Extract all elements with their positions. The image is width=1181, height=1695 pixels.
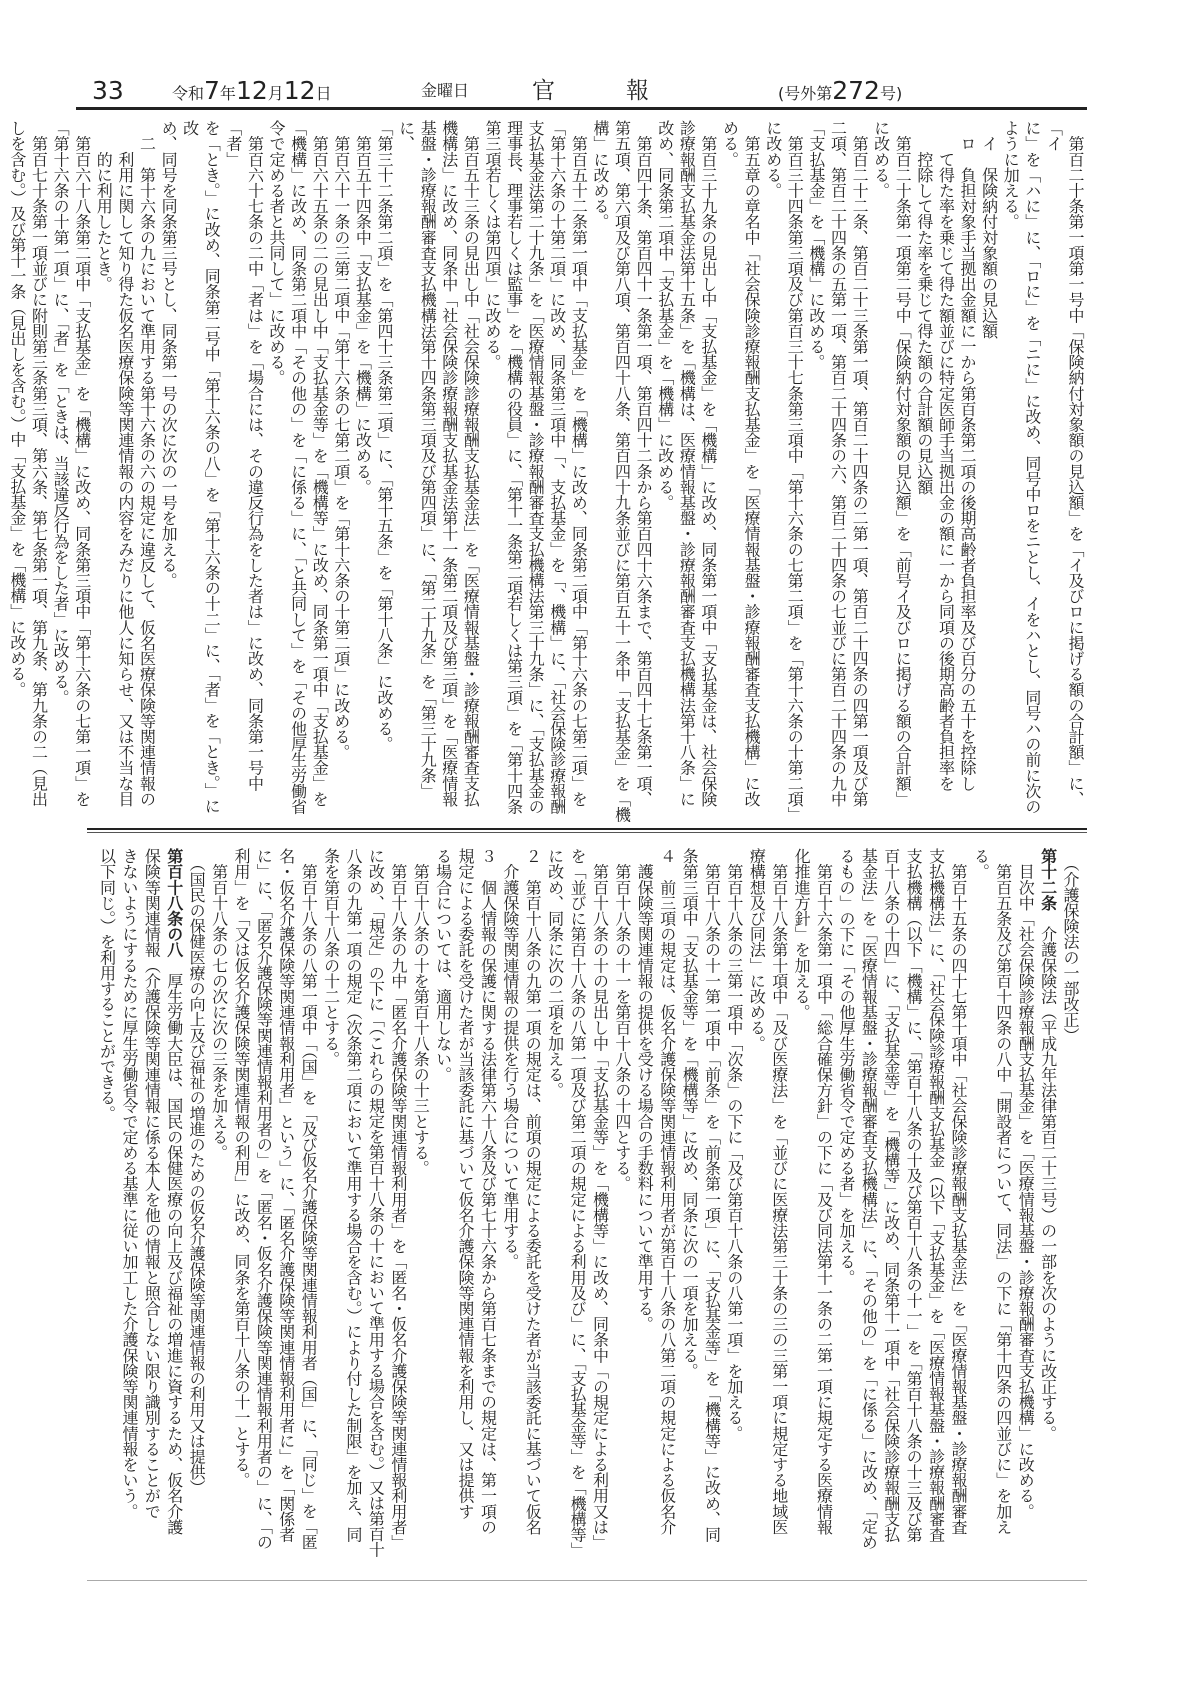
- text-line: [274, 848, 296, 1576]
- text-line: [1043, 120, 1086, 826]
- line-text: ４ 前三項の規定は、仮名介護保険等関連情報利用者が第百十八条の八第二項の規定による仮名介: [657, 848, 677, 1535]
- line-text: 第百六十七条の二中「者は」を「場合には、その違反行為をした者は」に改め、同条第一号中「者」: [223, 120, 265, 791]
- text-line: [741, 120, 763, 826]
- text-line: [207, 848, 229, 1576]
- line-text: 第百五十三条の見出し中「社会保険診療報酬支払基金法」を「医療情報基盤・診療報酬審査支払: [461, 120, 481, 807]
- text-line: [136, 120, 158, 826]
- text-line: [1059, 848, 1081, 1576]
- text-line: [767, 848, 789, 1576]
- article-heading: 第百十八条の八: [164, 848, 184, 958]
- text-line: [589, 120, 611, 826]
- line-text: 第百五条及び第百十四条の八中「開設者について、同法」の下に「第十四条の四並びに」を加え: [993, 848, 1013, 1535]
- text-line: [409, 848, 431, 1576]
- line-text: 二 第十六条の九において準用する第十六条の六の規定に違反して、仮名医療保険等関連情報の: [137, 120, 157, 807]
- text-line: [566, 848, 588, 1576]
- line-text: 条第三項中「支払基金等」を「機構等」に改め、同条に次の一項を加える。: [680, 848, 700, 1379]
- text-line: [902, 848, 924, 1576]
- line-text: 利用に関して知り得た仮名医療保険等関連情報の内容をみだりに他人に知らせ、又は不当な目: [115, 120, 135, 807]
- line-text: 厚生労働大臣は、国民の保健医療の向上及び福祉の増進に資するため、仮名介護: [164, 957, 184, 1535]
- line-text: 第五項、第六項及び第八項、第百四十八条、第百四十九条並びに第百五十一条中「支払基金」を「機: [612, 120, 632, 823]
- line-text: 診療報酬支払基金法第十五条」を「機構は、医療情報基盤・診療報酬審査支払機構法第十八条」に: [677, 120, 697, 807]
- line-text: 第百二十二条、第百二十三条第一項、第百二十四条の二第一項、第百二十四条の四第一項及び第: [850, 120, 870, 807]
- text-line: [114, 120, 136, 826]
- line-text: 基盤・診療報酬審査支払機構法第十四条第三項及び第四項」に、「第二十九条」を「第三十九条」に、: [396, 120, 438, 799]
- line-text: きないようにするために厚生労働省令で定める基準に従い加工した介護保険等関連情報をいう。: [119, 848, 139, 1519]
- issue-number-value: 272: [832, 76, 880, 105]
- line-text: 保険等関連情報（介護保険等関連情報に係る本人を他の情報と照合しない限り識別することがで: [142, 848, 162, 1519]
- line-text: に」を「ハに」に、「ロに」を「ニに」に改め、同号中ロをニとし、イをハとし、同号ハの前に次の: [1022, 120, 1042, 815]
- text-line: [1021, 120, 1043, 826]
- text-line: [95, 848, 117, 1576]
- text-line: [935, 120, 957, 826]
- line-text: 条を第百十八条の十二とする。: [321, 848, 341, 1067]
- line-text: 第百六十一条の三第二項中「第十六条の七第二項」を「第十六条の十第二項」に改める。: [331, 120, 351, 760]
- line-text: 化推進方針」を加える。: [792, 848, 812, 1020]
- text-line: [252, 848, 274, 1576]
- line-text: る。: [971, 848, 991, 880]
- text-line: [460, 120, 482, 826]
- text-line: [892, 120, 914, 826]
- issue-prefix: (号外第: [778, 84, 833, 103]
- text-line: [697, 120, 719, 826]
- text-line: [805, 120, 827, 826]
- line-text: 第五章の章名中「社会保険診療報酬支払基金」を「医療情報基盤・診療報酬審査支払機構」に改: [742, 120, 762, 807]
- line-text: 理事長、理事若しくは監事」を「機構の役員」に、「第十一条第二項若しくは第三項」を「第十四条: [504, 120, 524, 815]
- text-line: [924, 848, 946, 1576]
- text-line: [546, 120, 568, 826]
- text-line: [655, 848, 677, 1576]
- line-text: 第百三十四条第三項及び第百三十七条第三項中「第十六条の七第二項」を「第十六条の十第二項」: [785, 120, 805, 823]
- day-suffix: 日: [315, 84, 332, 103]
- text-line: [157, 120, 179, 826]
- line-text: に」に、「匿名介護保険等関連情報利用者の」を「匿名・仮名介護保険等関連情報利用者の」に、「の: [254, 848, 274, 1550]
- text-line: [784, 120, 806, 826]
- line-text: 第百十六条第一項中「総合確保方針」の下に「及び同法第十一条の二第一項に規定する医療情報: [814, 848, 834, 1535]
- text-line: [588, 848, 610, 1576]
- section-divider: [87, 828, 1087, 833]
- text-line: [297, 848, 319, 1576]
- line-text: 第百四十条、第百四十一条第一項、第百四十二条から第百四十六条まで、第百四十七条第一項、: [634, 120, 654, 807]
- line-text: 百十八条の十四」に、「支払基金等」を「機構等」に改め、同条第十一項中「社会保険診療報酬支払: [881, 848, 901, 1543]
- text-line: [476, 848, 498, 1576]
- line-text: 二項、第百二十四条の五第一項、第百二十四条の六、第百二十四条の七並びに第百二十四条の九中: [828, 120, 848, 807]
- line-text: 「支払基金」を「機構」に改める。: [806, 120, 826, 370]
- line-text: 介護保険法（平成九年法律第百二十三号）の一部を次のように改正する。: [1038, 910, 1058, 1441]
- line-text: に改める。: [763, 120, 783, 199]
- text-line: [140, 848, 162, 1576]
- line-text: める。: [720, 120, 740, 167]
- line-text: に改め、同条に次の二項を加える。: [545, 848, 565, 1098]
- text-line: [762, 120, 784, 826]
- text-line: [991, 848, 1013, 1576]
- line-text: 療構想及び同法」に改める。: [747, 848, 767, 1051]
- issue-date: [172, 74, 332, 108]
- line-text: 第百六十八条第二項中「支払基金」を「機構」に改め、同条第三項中「第十六条の七第一項」を: [72, 120, 92, 807]
- line-text: 第百十八条の十一第一項中「前条」を「前条第一項」に、「支払基金等」を「機構等」に改め、同: [702, 848, 722, 1543]
- text-line: [179, 120, 222, 826]
- text-line: [498, 848, 520, 1576]
- line-text: ロ 負担対象手当拠出金額に一から第百条第二項の後期高齢者負担率及び百分の五十を控除し: [958, 120, 978, 791]
- line-text: 第百十八条の十を第百十八条の十三とする。: [411, 848, 431, 1176]
- header-rule: [76, 107, 1087, 110]
- line-text: るもの」の下に「その他厚生労働省令で定める者」を加える。: [836, 848, 856, 1285]
- gazette-title-1: 官: [532, 78, 555, 104]
- text-line: [610, 848, 632, 1576]
- line-text: 目次中「社会保険診療報酬支払基金」を「医療情報基盤・診療報酬審査支払機構」に改める。: [1016, 848, 1036, 1519]
- month: 12: [235, 76, 268, 105]
- line-text: 支払機構（以下「機構」に、「第百十八条の十及び第百十八条の十一」を「第百十八条の十三及び第: [904, 848, 924, 1543]
- text-line: [633, 120, 655, 826]
- text-line: [879, 848, 901, 1576]
- text-line: [676, 120, 698, 826]
- text-line: [28, 120, 50, 826]
- page-number: 33: [92, 76, 124, 105]
- line-text: 改め、同条第二項中「支払基金」を「機構」に改める。: [655, 120, 675, 511]
- line-text: 介護保険等関連情報の提供を行う場合について準用する。: [500, 848, 520, 1270]
- line-text: 第三項若しくは第四項」に改める。: [482, 120, 502, 370]
- line-text: 第百七十条第一項並びに附則第三条第三項、第六条、第七条第一項、第九条、第九条の二（見出: [29, 120, 49, 807]
- line-text: 支払機構法」に、「社会保険診療報酬支払基金（以下「支払基金」を「医療情報基盤・診療報酬審査: [926, 848, 946, 1543]
- text-line: [857, 848, 879, 1576]
- line-text: 第百十八条の八第一項中「（国」を「及び仮名介護保険等関連情報利用者（国」に、「同じ」を「匿: [299, 848, 319, 1550]
- line-text: 名・仮名介護保険等関連情報利用者」という」に、「匿名介護保険等関連情報利用者に」を「関係者: [276, 848, 296, 1543]
- text-line: [431, 848, 453, 1576]
- text-line: [373, 120, 395, 826]
- weekday: 金曜日: [421, 81, 470, 100]
- text-line: [812, 848, 834, 1576]
- line-text: 「第三十二条第二項」を「第四十三条第二項」に、「第十五条」を「第十八条」に改める。: [375, 120, 394, 752]
- text-line: [342, 848, 364, 1576]
- text-line: [568, 120, 590, 826]
- line-text: 第百二十条第一項第二号中「保険納付対象額の見込額」を「前号イ及びロに掲げる額の合計額」: [893, 120, 913, 807]
- text-line: [723, 848, 745, 1576]
- text-line: [978, 120, 1000, 826]
- line-text: 第百十八条の十の見出し中「支払基金等」を「機構等」に改め、同条中「の規定による利用又は」: [590, 848, 610, 1551]
- line-text: に改め、「規定」の下に「（これらの規定を第百十八条の十において準用する場合を含む。）又は第百十: [366, 848, 386, 1558]
- era: 令和: [172, 84, 205, 103]
- year-suffix: 年: [219, 84, 236, 103]
- text-line: [719, 120, 741, 826]
- line-text: 第百十八条の七の次に次の三条を加える。: [209, 848, 229, 1161]
- text-line: [71, 120, 93, 826]
- text-line: [395, 120, 438, 826]
- line-text: る場合については、適用しない。: [433, 848, 453, 1083]
- line-text: 第百三十九条の見出し中「支払基金」を「機構」に改め、同条第一項中「支払基金は、社会保険: [698, 120, 718, 807]
- text-line: [287, 120, 309, 826]
- issue-number: [778, 74, 902, 108]
- line-text: に改める。: [871, 120, 891, 199]
- text-line: [525, 120, 547, 826]
- text-line: [848, 120, 870, 826]
- text-line: [700, 848, 722, 1576]
- line-text: 第百五十二条第一項中「支払基金」を「機構」に改め、同条第二項中「第十六条の七第二項」を: [569, 120, 589, 807]
- text-line: [1000, 120, 1022, 826]
- line-text: （介護保険法の一部改正）: [1061, 848, 1080, 1043]
- line-text: 第百六十五条の二の見出し中「支払基金等」を「機構等」に改め、同条第一項中「支払基金」を: [310, 120, 330, 807]
- day: 12: [283, 76, 316, 105]
- text-line: [654, 120, 676, 826]
- text-line: [265, 120, 287, 826]
- line-text: 「第十六条の十第二項」に改め、同条第三項中「、支払基金」を「、機構」に、「社会保険診療報酬: [547, 120, 567, 815]
- line-text: て得た率を乗じて得た額並びに特定医師手当拠出金の額に一から同項の後期高齢者負担率を: [936, 120, 956, 791]
- upper-text-block: [6, 120, 1086, 826]
- text-line: [386, 848, 408, 1576]
- line-text: 護保険等関連情報の提供を受ける場合の手数料について準用する。: [635, 848, 655, 1332]
- line-text: 第百二十条第一項第一号中「保険納付対象額の見込額」を「イ及びロに掲げる額の合計額」に、「イ: [1044, 120, 1085, 807]
- text-line: [50, 120, 72, 826]
- text-line: [956, 120, 978, 826]
- line-text: 第百十五条の四十七第十項中「社会保険診療報酬支払基金法」を「医療情報基盤・診療報酬審査: [948, 848, 968, 1535]
- line-text: 第百五十四条中「支払基金」を「機構」に改める。: [353, 120, 373, 495]
- year: 7: [204, 76, 220, 105]
- text-line: [913, 120, 935, 826]
- text-line: [678, 848, 700, 1576]
- line-text: め、同号を同条第三号とし、同条第一号の次に次の一号を加える。: [159, 120, 179, 589]
- text-line: [870, 120, 892, 826]
- line-text: 令で定める者と共同して」に改める。: [267, 120, 287, 386]
- text-line: [162, 848, 184, 1576]
- month-suffix: 月: [267, 84, 284, 103]
- text-line: [745, 848, 767, 1576]
- gazette-title-2: 報: [626, 78, 649, 104]
- line-text: 控除して得た率を乗じて得た額の合計額の見込額: [914, 120, 934, 495]
- line-text: 構」に改める。: [590, 120, 610, 230]
- line-text: 八条の九第一項の規定（次条第二項において準用する場合を含む。）により付した制限」を加え、同: [344, 848, 363, 1543]
- text-line: [633, 848, 655, 1576]
- text-line: [330, 120, 352, 826]
- line-text: （国民の保健医療の向上及び福祉の増進のための仮名介護保険等関連情報の利用又は提供）: [187, 848, 207, 1496]
- text-line: [1014, 848, 1036, 1576]
- line-text: イ 保険納付対象額の見込額: [979, 120, 999, 339]
- text-line: [6, 120, 28, 826]
- article-heading: 第十二条: [1038, 848, 1058, 911]
- line-text: しを含む。）及び第十一条（見出しを含む。）中「支払基金」を「機構」に改める。: [7, 120, 27, 697]
- line-text: ３ 個人情報の保護に関する法律第六十八条及び第七十六条から第百七条までの規定は、第一項の: [478, 848, 498, 1535]
- text-line: [827, 120, 849, 826]
- issue-suffix: 号): [879, 84, 903, 103]
- text-line: [309, 120, 331, 826]
- line-text: ように加える。: [1001, 120, 1021, 230]
- text-line: [454, 848, 476, 1576]
- line-text: 第百十八条の三第一項中「次条」の下に「及び第百十八条の八第一項」を加える。: [724, 848, 744, 1441]
- text-line: [93, 120, 115, 826]
- line-text: 支払基金法第二十九条」を「医療情報基盤・診療報酬審査支払機構法第三十九条」に、「支払基金の: [526, 120, 546, 815]
- footer-rule: [87, 1580, 1087, 1581]
- text-line: [503, 120, 525, 826]
- text-line: [790, 848, 812, 1576]
- line-text: 機構法」に改め、同条中「社会保険診療報酬支払基金法第十一条第二項及び第三項」を「医療情報: [439, 120, 459, 807]
- line-text: 第百十八条第十項中「及び医療法」を「並びに医療法第三十条の三の三第一項に規定する地域医: [769, 848, 789, 1535]
- text-line: [543, 848, 565, 1576]
- line-text: を「並びに第百十八条の八第一項及び第二項の規定による利用及び」に、「支払基金等」を「機構等」: [568, 848, 588, 1558]
- line-text: 第百十八条の十一を第百十八条の十四とする。: [612, 848, 632, 1192]
- text-line: [521, 848, 543, 1576]
- line-text: 「機構」に改め、同条第二項中「その他の」を「に係る」に、「と共同して」を「その他厚生労働省: [288, 120, 308, 815]
- line-text: 的に利用したとき。: [94, 120, 114, 292]
- text-line: [319, 848, 341, 1576]
- text-line: [611, 120, 633, 826]
- text-line: [364, 848, 386, 1576]
- line-text: 利用」を「又は仮名介護保険等関連情報の利用」に改め、同条を第百十八条の十一とする。: [231, 848, 251, 1488]
- line-text: ２ 第百十八条の九第一項の規定は、前項の規定による委託を受けた者が当該委託に基づいて仮名: [523, 848, 543, 1535]
- text-line: [835, 848, 857, 1576]
- line-text: 以下同じ。）を利用することができる。: [97, 848, 117, 1121]
- text-line: [481, 120, 503, 826]
- line-text: 「第十六条の十第一項」に、「者」を「ときは、当該違反行為をした者」に改める。: [51, 120, 71, 705]
- text-line: [947, 848, 969, 1576]
- line-text: 第百十八条の九中「匿名介護保険等関連情報利用者」を「匿名・仮名介護保険等関連情報利用者」: [388, 848, 408, 1551]
- text-line: [230, 848, 252, 1576]
- text-line: [438, 120, 460, 826]
- text-line: [352, 120, 374, 826]
- text-line: [222, 120, 265, 826]
- lower-text-block: [95, 848, 1081, 1576]
- text-line: [185, 848, 207, 1576]
- text-line: [1036, 848, 1058, 1576]
- line-text: 基金法」を「医療情報基盤・診療報酬審査支払機構法」に、「その他の」を「に係る」に改め、「定め: [859, 848, 879, 1550]
- text-line: [969, 848, 991, 1576]
- line-text: を「とき。」に改め、同条第二号中「第十六条の八」を「第十六条の十二」に、「者」を「とき。」に改: [180, 120, 222, 814]
- text-line: [118, 848, 140, 1576]
- line-text: 規定による委託を受けた者が当該委託に基づいて仮名介護保険等関連情報を利用し、又は提供す: [456, 848, 476, 1519]
